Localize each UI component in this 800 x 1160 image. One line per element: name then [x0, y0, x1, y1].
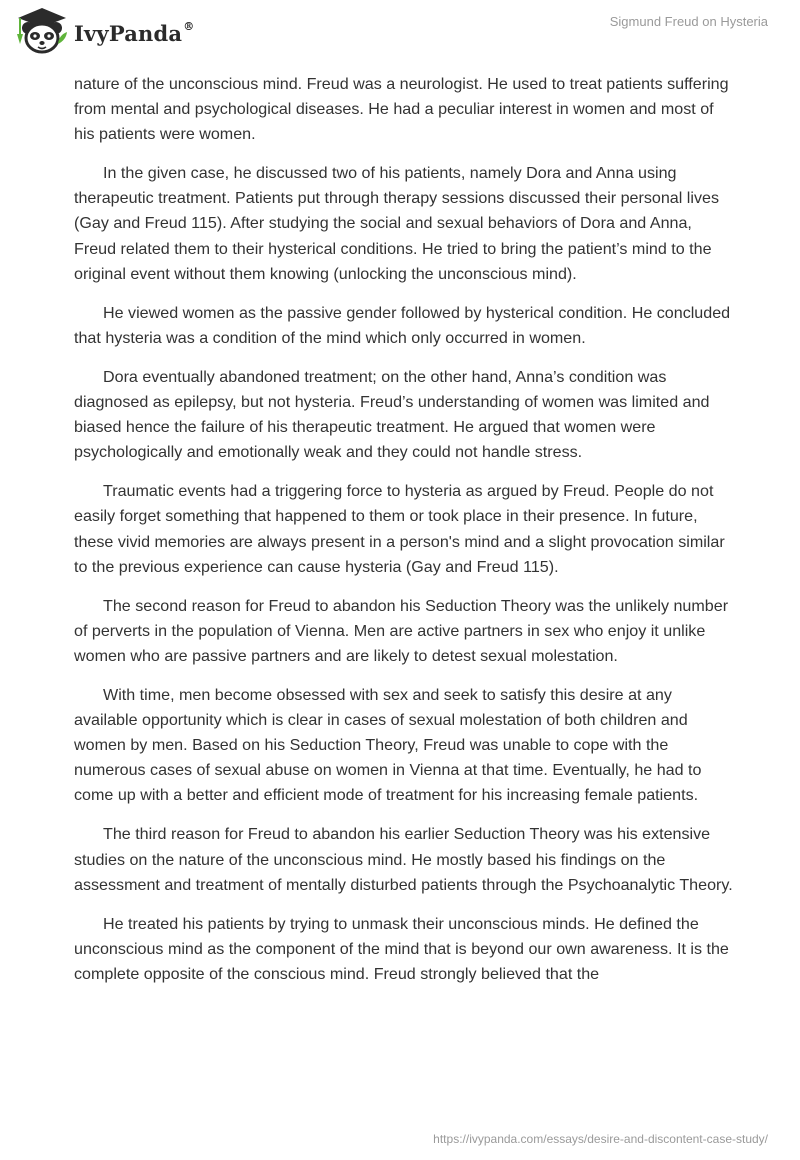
paragraph: The third reason for Freud to abandon his earlier Seduction Theory was his extensive studies on the nature of the unconscious mind. He mostly based his findings on the assessment and treatment of mentally disturbed patients through the Psychoanalytic Theory. [74, 825, 733, 894]
paragraph: The second reason for Freud to abandon his Seduction Theory was the unlikely number of perverts in the population of Vienna. Men are active partners in sex who enjoy it unlike women who are passive partners and are likely to detest sexual molestation. [74, 596, 729, 665]
paragraph: Traumatic events had a triggering force to hysteria as argued by Freud. People do not easily forget something that happened to them or took place in their presence. In future, these vivid memories are always present in a person's mind and a slight provocation similar to the previous experience can cause hysteria (Gay and Freud 115). [74, 482, 725, 576]
paragraph: With time, men become obsessed with sex and seek to satisfy this desire at any available opportunity which is clear in cases of sexual molestation of both children and women by men. Based on his Seduction Theory, Freud was unable to cope with the numerous cases of sexual abuse on women in Vienna at that time. Eventually, he had to come up with a better and efficient mode of treatment for his increasing female patients. [74, 685, 702, 805]
panda-graduate-icon [14, 6, 70, 56]
paragraph: He treated his patients by trying to unmask their unconscious minds. He defined the unconscious mind as the component of the mind that is beyond our own awareness. It is the complete opposite of the conscious mind. Freud strongly believed that the [74, 914, 729, 983]
page-header [0, 0, 800, 70]
ivypanda-logo[interactable] [14, 6, 194, 56]
essay-body [74, 72, 734, 1001]
source-url-link[interactable]: https://ivypanda.com/essays/desire-and-discontent-case-study/ [433, 1132, 768, 1146]
brand-name: IvyPanda® [74, 19, 195, 46]
registered-mark: ® [183, 19, 195, 33]
document-title: Sigmund Freud on Hysteria [609, 14, 768, 29]
paragraph: In the given case, he discussed two of his patients, namely Dora and Anna using therapeutic treatment. Patients put through therapy sessions discussed their personal lives (Gay and Freud 115). After studying the social and sexual behaviors of Dora and Anna, Freud related them to their hysterical conditions. He tried to bring the patient’s mind to the original event without them knowing (unlocking the unconscious mind). [74, 164, 719, 283]
paragraph: nature of the unconscious mind. Freud was a neurologist. He used to treat patients suffering from mental and psychological diseases. He had a peculiar interest in women and most of his patients were women. [74, 75, 729, 144]
paragraph: He viewed women as the passive gender followed by hysterical condition. He concluded that hysteria was a condition of the mind which only occurred in women. [74, 303, 731, 347]
paragraph: Dora eventually abandoned treatment; on the other hand, Anna’s condition was diagnosed as epilepsy, but not hysteria. Freud’s understanding of women was limited and biased hence the failure of his therapeutic treatment. He argued that women were psychologically and emotionally weak and they could not handle stress. [74, 367, 710, 462]
